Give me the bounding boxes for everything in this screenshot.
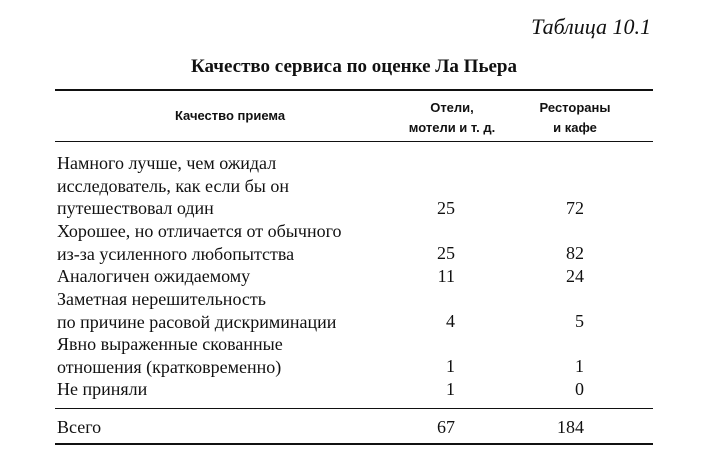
row-4-line-1: Заметная нерешительность [57, 289, 266, 309]
total-hotels: 67 [437, 417, 455, 437]
row-1-hotels: 25 [437, 198, 455, 218]
row-1-line-3: путешествовал один [57, 198, 214, 218]
row-4-restaurants: 5 [575, 311, 584, 331]
header-hotels-line2: мотели и т. д. [408, 120, 496, 135]
row-6-line-1: Не приняли [57, 379, 148, 399]
row-3-hotels: 11 [437, 266, 455, 286]
row-2-line-1: Хорошее, но отличается от обычного [57, 221, 342, 241]
row-6-hotels: 1 [446, 379, 455, 399]
row-2-hotels: 25 [437, 243, 455, 263]
bottom-rule [55, 443, 653, 445]
table-row-label [57, 265, 250, 288]
row-5-restaurants: 1 [575, 356, 584, 376]
header-rule [55, 141, 653, 142]
row-4-hotels: 4 [446, 311, 455, 331]
row-5-line-2: отношения (кратковременно) [57, 356, 282, 377]
table-row-label [57, 333, 283, 378]
header-quality-label: Качество приема [174, 108, 286, 123]
table-row-label [57, 220, 342, 265]
row-5-hotels: 1 [446, 356, 455, 376]
header-restaurants-line1: Рестораны [539, 100, 611, 115]
header-restaurants [520, 98, 630, 138]
header-hotels-line1: Отели, [430, 100, 474, 115]
header-restaurants-line2: и кафе [553, 120, 597, 135]
header-quality [130, 106, 330, 126]
table-number: Таблица 10.1 [531, 14, 651, 39]
row-2-line-2: из-за усиленного любопытства [57, 243, 295, 264]
row-3-restaurants: 24 [566, 266, 584, 286]
table-row-label [57, 288, 336, 333]
row-5-line-1: Явно выраженные скованные [57, 334, 283, 354]
row-2-restaurants: 82 [566, 243, 584, 263]
row-1-restaurants: 72 [566, 198, 584, 218]
table-row-label [57, 152, 289, 220]
total-label: Всего [57, 417, 102, 437]
row-6-restaurants: 0 [575, 379, 584, 399]
row-4-line-2: по причине расовой дискриминации [57, 311, 337, 332]
table-title: Качество сервиса по оценке Ла Пьера [191, 56, 517, 77]
total-restaurants: 184 [557, 417, 584, 437]
row-1-line-1: Намного лучше, чем ожидал [57, 153, 277, 173]
header-hotels [393, 98, 511, 138]
table-row-label [57, 378, 147, 401]
row-3-line-1: Аналогичен ожидаемому [57, 266, 251, 286]
total-rule [55, 408, 653, 409]
row-1-line-2: исследователь, как если бы он [57, 175, 289, 196]
top-rule [55, 89, 653, 91]
